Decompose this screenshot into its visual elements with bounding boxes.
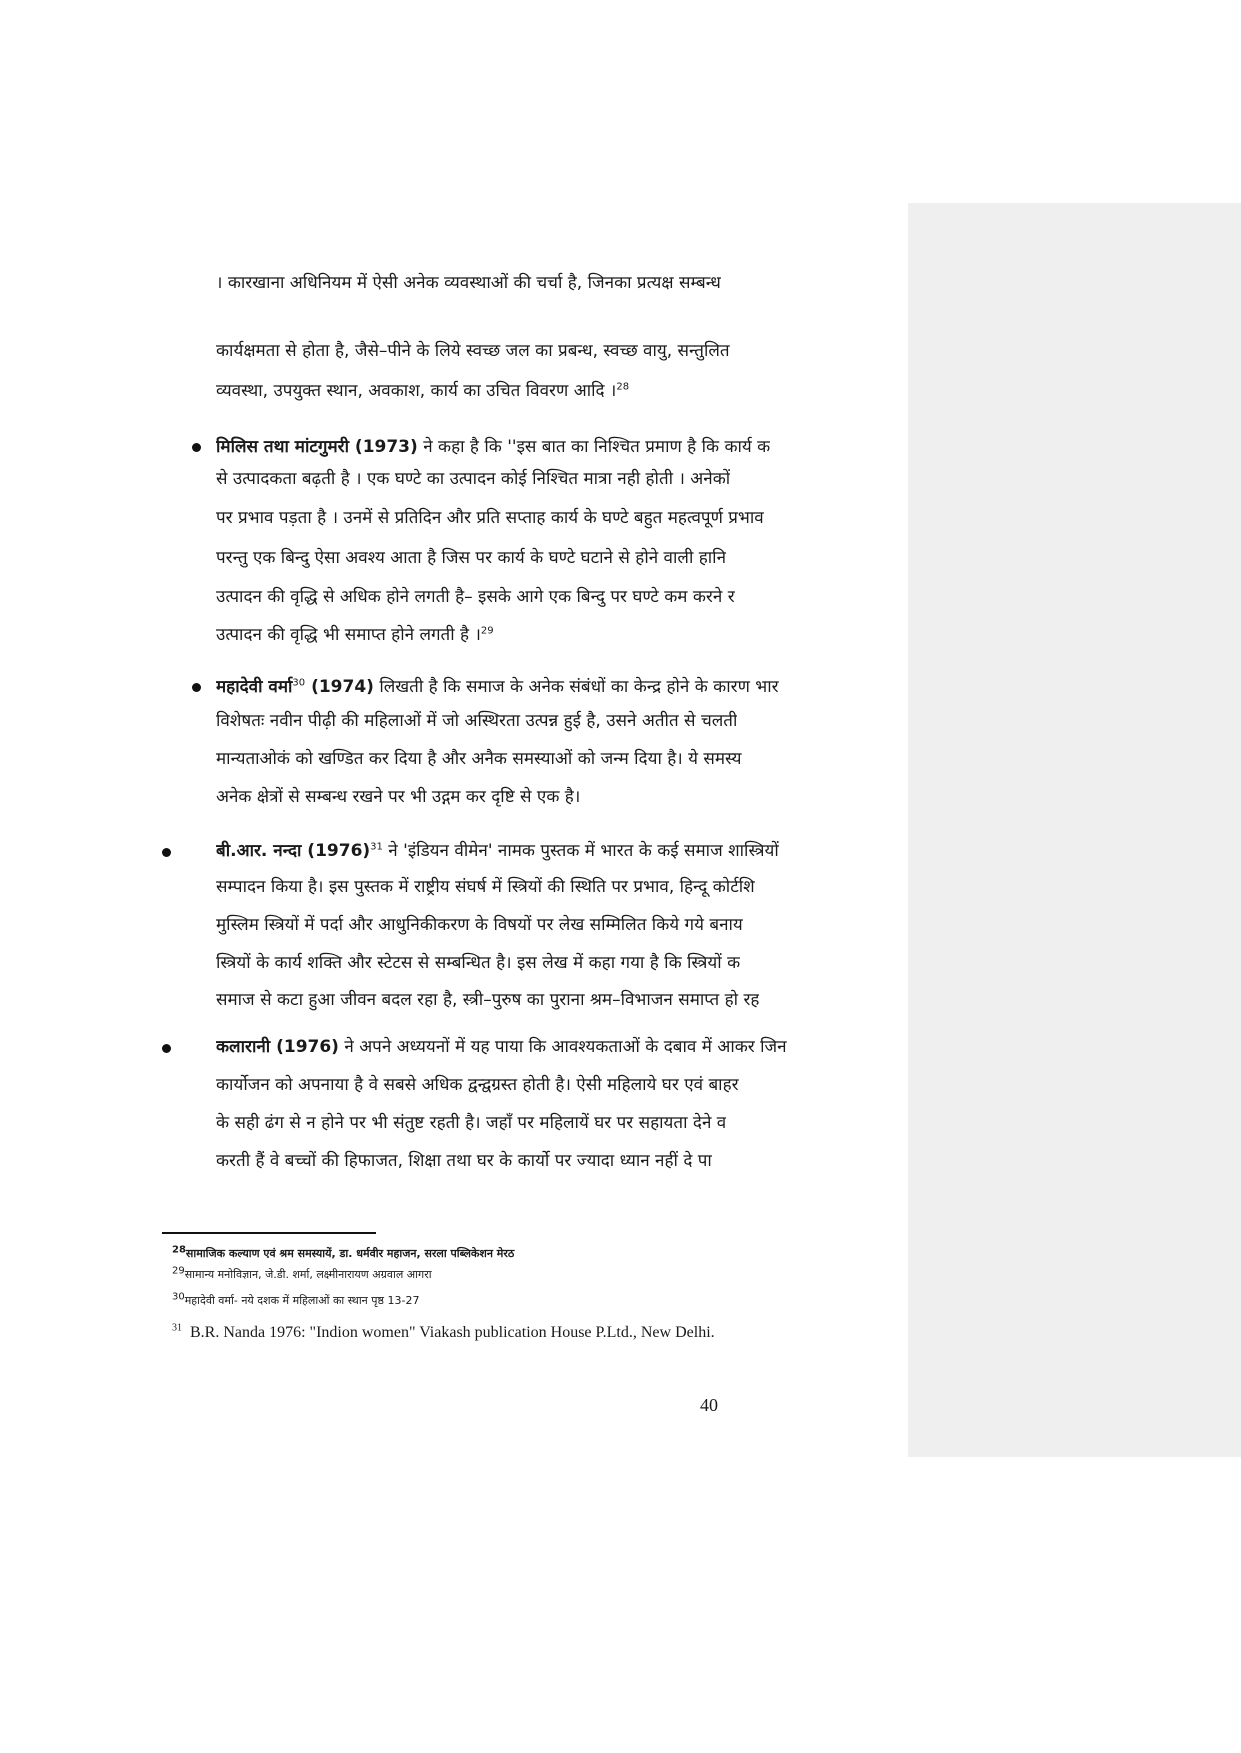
bullet-item1 <box>192 443 201 452</box>
footnote-31: $^{31}$ B.R. Nanda 1976: "Indion women" Viakash publication House P.Ltd., New Delhi. <box>172 1322 715 1341</box>
item3-line1: बी.आर. नन्दा $(1976)^{31}$ ने 'इंडियन वीमेन' नामक पुस्तक में भारत के कई समाज शास्त्रियों <box>216 841 779 861</box>
page-number: 40 <box>700 1395 718 1415</box>
item1-line3: पर प्रभाव पड़ता है । उनमें से प्रतिदिन और प्रति सप्ताह कार्य के घण्टे बहुत महत्वपूर्ण प्रभाव <box>216 508 764 528</box>
bullet-item3 <box>162 848 171 857</box>
item2-line4: अनेक क्षेत्रों से सम्बन्ध रखने पर भी उद्गम कर दृष्टि से एक है। <box>216 787 581 807</box>
item4-line4: करती हैं वे बच्चों की हिफाजत, शिक्षा तथा घर के कार्यो पर ज्यादा ध्यान नहीं दे पा <box>216 1151 712 1171</box>
item3-line2: सम्पादन किया है। इस पुस्तक में राष्ट्रीय संघर्ष में स्त्रियों की स्थिति पर प्रभाव, हिन्दू कोर्टशि <box>216 877 755 897</box>
item1-line5: उत्पादन की वृद्धि से अधिक होने लगती है– इसके आगे एक बिन्दु पर घण्टे कम करने र <box>216 587 735 607</box>
item2-line1: महादेवी वर्मा$^{30}$ (1974) लिखती है कि समाज के अनेक संबंधों का केन्द्र होने के कारण भार <box>216 677 779 697</box>
item1-line6: उत्पादन की वृद्धि भी समाप्त होने लगती है ।$^{29}$ <box>216 625 494 645</box>
para0-line2: कार्यक्षमता से होता है, जैसे–पीने के लिये स्वच्छ जल का प्रबन्ध, स्वच्छ वायु, सन्तुलित <box>216 341 730 361</box>
item1-line4: परन्तु एक बिन्दु ऐसा अवश्य आता है जिस पर कार्य के घण्टे घटाने से होने वाली हानि <box>216 548 727 568</box>
bullet-item4 <box>162 1044 171 1053</box>
item3-line4: स्त्रियों के कार्य शक्ति और स्टेटस से सम्बन्धित है। इस लेख में कहा गया है कि स्त्रियों क <box>216 953 741 973</box>
item1-line1: मिलिस तथा मांटगुमरी (1973) ने कहा है कि ''इस बात का निश्चित प्रमाण है कि कार्य क <box>216 437 771 457</box>
item2-line3: मान्यताओकं को खण्डित कर दिया है और अनैक समस्याओं को जन्म दिया है। ये समस्य <box>216 749 742 769</box>
footnote-30: $^{30}$महादेवी वर्मा- नये दशक में महिलाओं का स्थान पृष्ठ 13-27 <box>172 1291 420 1307</box>
para0-line3: व्यवस्था, उपयुक्त स्थान, अवकाश, कार्य का उचित विवरण आदि ।$^{28}$ <box>216 381 630 401</box>
item4-line1: कलारानी (1976) ने अपने अध्ययनों में यह पाया कि आवश्यकताओं के दबाव में आकर जिन <box>216 1037 787 1057</box>
item2-line2: विशेषतः नवीन पीढ़ी की महिलाओं में जो अस्थिरता उत्पन्न हुई है, उसने अतीत से चलती <box>216 711 738 731</box>
item3-line5: समाज से कटा हुआ जीवन बदल रहा है, स्त्री–पुरुष का पुराना श्रम–विभाजन समाप्त हो रह <box>216 990 760 1010</box>
bullet-item2 <box>192 683 201 692</box>
comment-margin-panel <box>908 203 1241 1457</box>
item3-line3: मुस्लिम स्त्रियों में पर्दा और आधुनिकीकरण के विषयों पर लेख सम्मिलित किये गये बनाय <box>216 915 743 935</box>
footnote-29: $^{29}$सामान्य मनोविज्ञान, जे.डी. शर्मा, लक्ष्मीनारायण अग्रवाल आगरा <box>172 1265 432 1281</box>
item4-line2: कार्योजन को अपनाया है वे सबसे अधिक द्वन्द्वग्रस्त होती है। ऐसी महिलाये घर एवं बाहर <box>216 1075 739 1095</box>
para0-line1: । कारखाना अधिनियम में ऐसी अनेक व्यवस्थाओं की चर्चा है, जिनका प्रत्यक्ष सम्बन्ध <box>216 273 721 293</box>
item1-line2: से उत्पादकता बढ़ती है । एक घण्टे का उत्पादन कोई निश्चित मात्रा नही होती । अनेकों <box>216 469 731 489</box>
footnote-separator <box>162 1232 376 1234</box>
footnote-28: $^{28}$सामाजिक कल्याण एवं श्रम समस्यायें, डा. धर्मवीर महाजन, सरला पब्लिकेशन मेरठ <box>172 1244 515 1260</box>
item4-line3: के सही ढंग से न होने पर भी संतुष्ट रहती है। जहाँ पर महिलायें घर पर सहायता देने व <box>216 1113 727 1133</box>
